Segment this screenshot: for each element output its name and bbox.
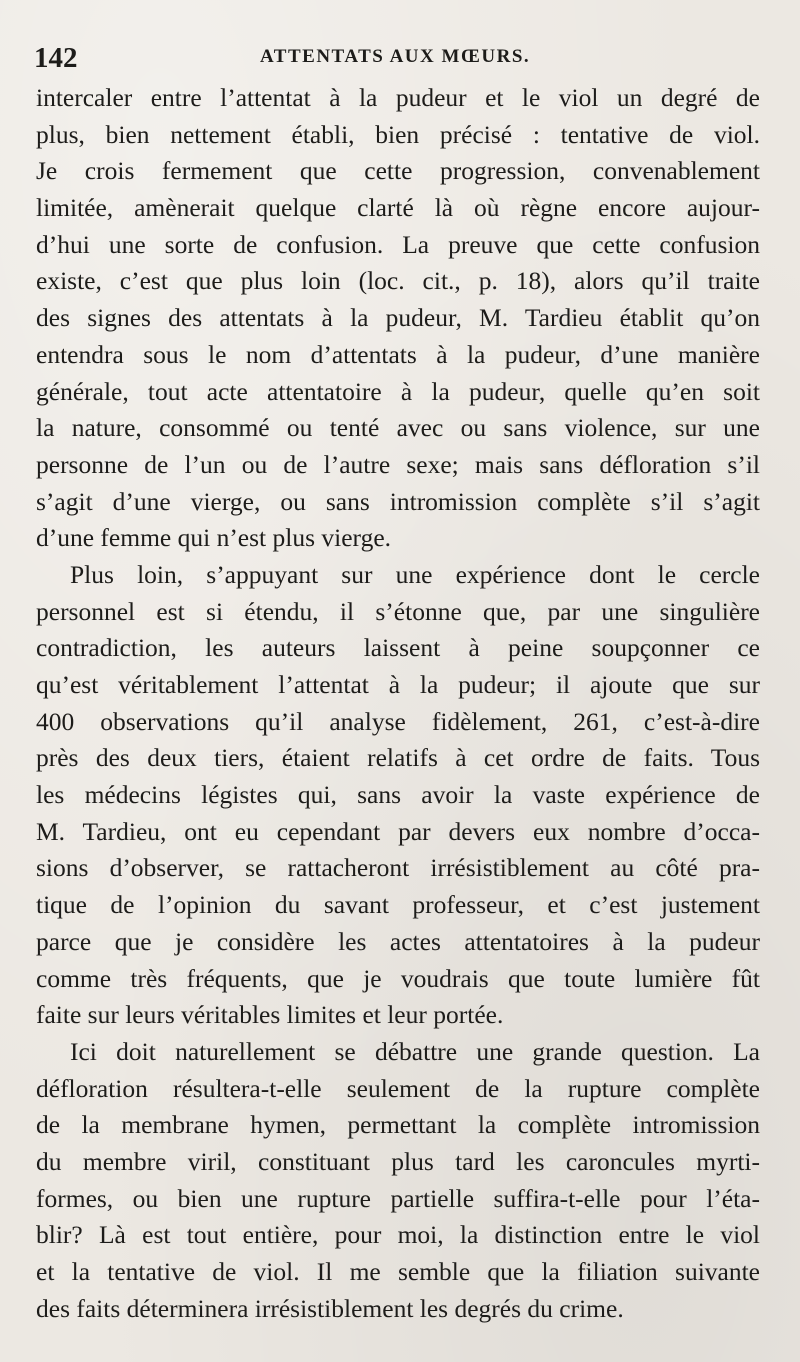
text-line: Je crois fermement que cette progression, convenablement <box>36 156 760 186</box>
text-line: faite sur leurs véritables limites et leur portée. <box>36 1000 504 1030</box>
text-line: d’une femme qui n’est plus vierge. <box>36 523 392 553</box>
text-line: formes, ou bien une rupture partielle suffira-t-elle pour l’éta- <box>36 1183 760 1213</box>
text-line: parce que je considère les actes attentatoires à la pudeur <box>36 926 760 956</box>
text-line: personnel est si étendu, il s’étonne que, par une singulière <box>36 596 760 626</box>
text-line: de la membrane hymen, permettant la complète intromission <box>36 1110 760 1140</box>
text-line: limitée, amènerait quelque clarté là où règne encore aujour- <box>36 193 760 223</box>
paragraph <box>36 557 760 1034</box>
text-line: qu’est véritablement l’attentat à la pudeur; il ajoute que sur <box>36 670 760 699</box>
paragraph <box>36 80 760 557</box>
text-line: du membre viril, constituant plus tard les caroncules myrti- <box>36 1146 760 1176</box>
text-line: entendra sous le nom d’attentats à la pudeur, d’une manière <box>36 339 760 369</box>
text-line: les médecins légistes qui, sans avoir la vaste expérience de <box>36 780 760 810</box>
text-line: tique de l’opinion du savant professeur, et c’est justement <box>36 890 760 920</box>
text-line: plus, bien nettement établi, bien précisé : tentative de viol. <box>36 119 760 149</box>
text-line: s’agit d’une vierge, ou sans intromission complète s’il s’agit <box>36 486 760 516</box>
running-head <box>34 38 764 78</box>
text-line: des faits déterminera irrésistiblement les degrés du crime. <box>36 1293 624 1323</box>
text-line: sions d’observer, se rattacheront irrésistiblement au côté pra- <box>36 853 760 883</box>
text-line: et la tentative de viol. Il me semble que la filiation suivante <box>36 1257 760 1286</box>
text-line: défloration résultera-t-elle seulement de la rupture complète <box>36 1073 760 1103</box>
text-line: M. Tardieu, ont eu cependant par devers eux nombre d’occa- <box>36 816 760 846</box>
text-line: existe, c’est que plus loin (loc. cit., p. 18), alors qu’il traite <box>36 266 760 296</box>
text-line: générale, tout acte attentatoire à la pudeur, quelle qu’en soit <box>36 376 760 406</box>
text-line: 400 observations qu’il analyse fidèlement, 261, c’est-à-dire <box>36 706 760 736</box>
text-line: intercaler entre l’attentat à la pudeur et le viol un degré de <box>36 83 760 112</box>
text-line: Ici doit naturellement se débattre une grande question. La <box>70 1036 760 1066</box>
text-line: des signes des attentats à la pudeur, M. Tardieu établit qu’on <box>36 303 760 333</box>
body-text <box>36 80 760 1327</box>
text-line: personne de l’un ou de l’autre sexe; mais sans défloration s’il <box>36 449 760 479</box>
text-line: comme très fréquents, que je voudrais que toute lumière fût <box>36 963 760 993</box>
text-line: la nature, consommé ou tenté avec ou sans violence, sur une <box>36 413 760 443</box>
text-line: Plus loin, s’appuyant sur une expérience dont le cercle <box>70 559 760 589</box>
paragraph <box>36 1034 760 1328</box>
text-line: contradiction, les auteurs laissent à peine soupçonner ce <box>36 633 760 663</box>
running-title: ATTENTATS AUX MŒURS. <box>260 46 531 67</box>
text-line: près des deux tiers, étaient relatifs à cet ordre de faits. Tous <box>36 743 760 773</box>
text-line: blir? Là est tout entière, pour moi, la distinction entre le viol <box>36 1220 760 1250</box>
page-number: 142 <box>34 42 78 74</box>
text-line: d’hui une sorte de confusion. La preuve que cette confusion <box>36 229 760 259</box>
